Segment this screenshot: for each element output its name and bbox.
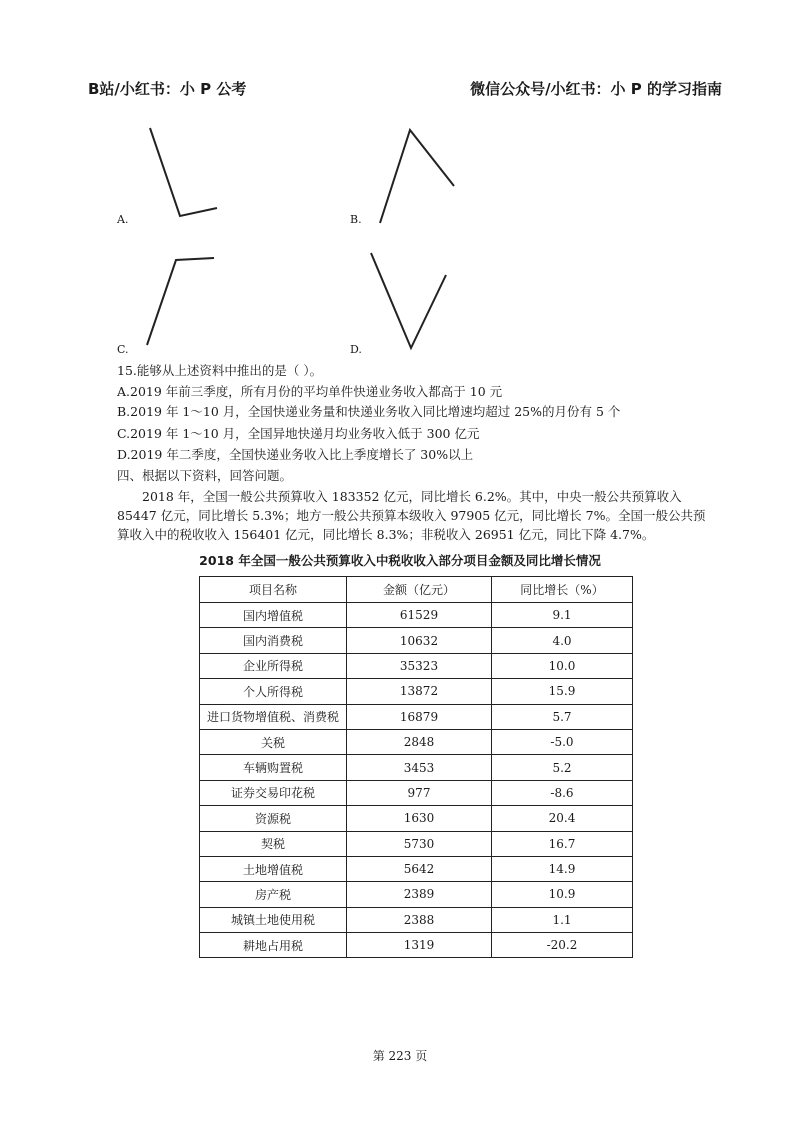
table-row <box>200 704 633 729</box>
option-d-label: D. <box>350 343 362 356</box>
cell-amount: 35323 <box>347 653 492 678</box>
cell-item: 城镇土地使用税 <box>200 907 347 932</box>
choice-b: B.2019 年 1～10 月，全国快递业务量和快递业务收入同比增速均超过 25%的月份有 5 个 <box>117 404 621 419</box>
cell-amount: 1630 <box>347 806 492 831</box>
tax-revenue-table <box>199 576 633 958</box>
cell-item: 契税 <box>200 831 347 856</box>
table-row <box>200 780 633 805</box>
header-right: 微信公众号/小红书：小 P 的学习指南 <box>470 80 722 98</box>
cell-item: 个人所得税 <box>200 679 347 704</box>
cell-item: 国内消费税 <box>200 628 347 653</box>
cell-item: 车辆购置税 <box>200 755 347 780</box>
cell-amount: 1319 <box>347 933 492 958</box>
option-a-label: A. <box>117 213 129 226</box>
cell-item: 土地增值税 <box>200 856 347 881</box>
choice-c: C.2019 年 1～10 月，全国异地快递月均业务收入低于 300 亿元 <box>117 426 480 441</box>
table-row <box>200 603 633 628</box>
cell-growth: 10.0 <box>492 653 633 678</box>
choice-a: A.2019 年前三季度，所有月份的平均单件快递业务收入都高于 10 元 <box>117 384 503 399</box>
cell-amount: 10632 <box>347 628 492 653</box>
section-heading: 四、根据以下资料，回答问题。 <box>117 468 293 483</box>
cell-growth: 5.2 <box>492 755 633 780</box>
cell-item: 进口货物增值税、消费税 <box>200 704 347 729</box>
cell-growth: 9.1 <box>492 603 633 628</box>
table-row <box>200 907 633 932</box>
cell-amount: 2848 <box>347 729 492 754</box>
table-header-row <box>200 577 633 603</box>
cell-growth: 15.9 <box>492 679 633 704</box>
option-a-figure <box>140 120 230 225</box>
cell-amount: 13872 <box>347 679 492 704</box>
table-row <box>200 755 633 780</box>
cell-amount: 3453 <box>347 755 492 780</box>
option-b-label: B. <box>350 213 362 226</box>
cell-growth: -20.2 <box>492 933 633 958</box>
choice-d: D.2019 年二季度，全国快递业务收入比上季度增长了 30%以上 <box>117 447 474 462</box>
cell-item: 房产税 <box>200 882 347 907</box>
cell-item: 企业所得税 <box>200 653 347 678</box>
table-row <box>200 856 633 881</box>
header-growth: 同比增长（%） <box>492 577 633 603</box>
cell-item: 国内增值税 <box>200 603 347 628</box>
cell-item: 资源税 <box>200 806 347 831</box>
cell-growth: 14.9 <box>492 856 633 881</box>
table-row <box>200 806 633 831</box>
cell-amount: 977 <box>347 780 492 805</box>
table-row <box>200 729 633 754</box>
option-b-figure <box>370 120 465 230</box>
cell-amount: 2388 <box>347 907 492 932</box>
option-d-figure <box>365 245 455 355</box>
cell-amount: 2389 <box>347 882 492 907</box>
cell-item: 关税 <box>200 729 347 754</box>
cell-growth: 20.4 <box>492 806 633 831</box>
cell-item: 耕地占用税 <box>200 933 347 958</box>
material-paragraph <box>117 487 717 544</box>
table-row <box>200 653 633 678</box>
cell-growth: 5.7 <box>492 704 633 729</box>
option-c-label: C. <box>117 343 129 356</box>
option-c-figure <box>140 250 220 350</box>
cell-growth: -8.6 <box>492 780 633 805</box>
header-item-name: 项目名称 <box>200 577 347 603</box>
table-row <box>200 831 633 856</box>
table-row <box>200 933 633 958</box>
header-left: B站/小红书：小 P 公考 <box>88 80 247 98</box>
cell-item: 证券交易印花税 <box>200 780 347 805</box>
cell-growth: 4.0 <box>492 628 633 653</box>
cell-amount: 61529 <box>347 603 492 628</box>
cell-amount: 5730 <box>347 831 492 856</box>
page-number: 第 223 页 <box>372 1049 428 1063</box>
cell-growth: 10.9 <box>492 882 633 907</box>
cell-growth: 1.1 <box>492 907 633 932</box>
cell-growth: 16.7 <box>492 831 633 856</box>
table-row <box>200 882 633 907</box>
table-row <box>200 679 633 704</box>
cell-growth: -5.0 <box>492 729 633 754</box>
header-amount: 金额（亿元） <box>347 577 492 603</box>
question-stem: 15.能够从上述资料中推出的是（ ）。 <box>117 363 323 378</box>
material-text: 2018 年，全国一般公共预算收入 183352 亿元，同比增长 6.2%。其中，中央一般公共预算收入 85447 亿元，同比增长 5.3%；地方一般公共预算本级收入 97905 亿元，同比增长 7%。全国一般公共预算收入中的税收收入 156401 亿元，同比增长 8.3%；非税收入 26951 亿元，同比下降 4.7%。 <box>117 489 706 542</box>
cell-amount: 16879 <box>347 704 492 729</box>
cell-amount: 5642 <box>347 856 492 881</box>
table-row <box>200 628 633 653</box>
table-title: 2018 年全国一般公共预算收入中税收收入部分项目金额及同比增长情况 <box>199 553 601 568</box>
